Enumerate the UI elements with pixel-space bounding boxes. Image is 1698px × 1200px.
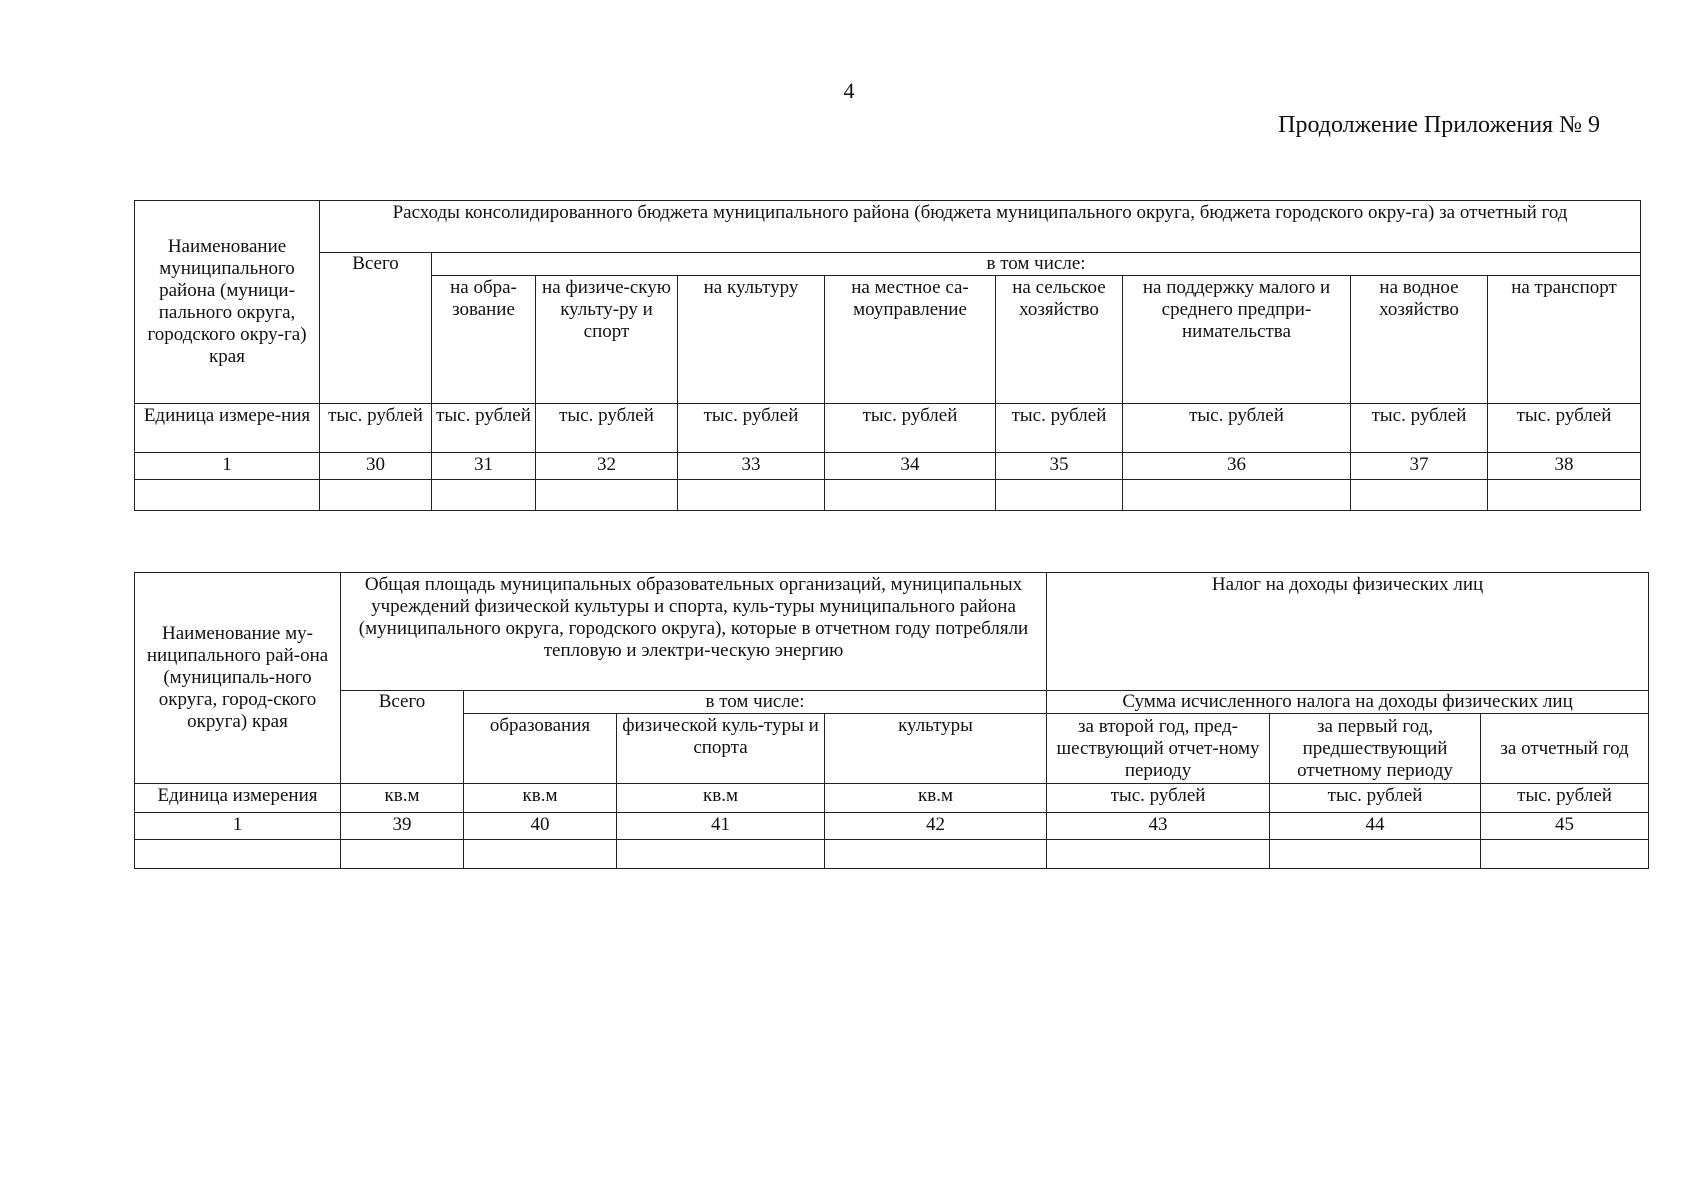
col-header-water: на водное хозяйство (1351, 276, 1488, 404)
column-number: 45 (1481, 813, 1649, 840)
col-header-education: на обра-зование (432, 276, 536, 404)
column-number: 37 (1351, 453, 1488, 480)
col-header-first-prior-year: за первый год, предшествующий отчетному периоду (1270, 714, 1481, 784)
area-group-header: Общая площадь муниципальных образовательных организаций, муниципальных учреждений физической культуры и спорта, куль-туры муниципального района (муниципального округа, городского округа), которые в отчетном году потребляли тепловую и электри-ческую энергию (341, 573, 1047, 691)
municipality-name-header: Наименование му-ниципального рай-она (муниципаль-ного округа, город-ского округа) края (135, 573, 341, 784)
unit-cell: кв.м (617, 784, 825, 813)
col-header-reporting-year: за отчетный год (1481, 714, 1649, 784)
municipality-name-header: Наименование муниципального района (муници-пального округа, городского окру-га) края (135, 201, 320, 404)
column-number: 32 (536, 453, 678, 480)
unit-cell: тыс. рублей (678, 404, 825, 453)
empty-cell (1047, 840, 1270, 869)
empty-cell (536, 480, 678, 511)
unit-label: Единица измере-ния (135, 404, 320, 453)
col-header-second-prior-year: за второй год, пред-шествующий отчет-ному периоду (1047, 714, 1270, 784)
unit-cell: тыс. рублей (536, 404, 678, 453)
expenses-group-header: Расходы консолидированного бюджета муниципального района (бюджета муниципального округа, бюджета городского окру-га) за отчетный год (320, 201, 1641, 253)
unit-cell: кв.м (825, 784, 1047, 813)
unit-cell: тыс. рублей (1351, 404, 1488, 453)
total-header: Всего (320, 253, 432, 404)
units-row (135, 784, 1649, 813)
empty-cell (825, 480, 996, 511)
unit-cell: кв.м (464, 784, 617, 813)
total-header: Всего (341, 691, 464, 784)
tax-sum-header: Сумма исчисленного налога на доходы физических лиц (1047, 691, 1649, 714)
empty-cell (1488, 480, 1641, 511)
col-header-small-business: на поддержку малого и среднего предпри-нимательства (1123, 276, 1351, 404)
column-number: 34 (825, 453, 996, 480)
empty-cell (617, 840, 825, 869)
column-number: 36 (1123, 453, 1351, 480)
tax-group-header: Налог на доходы физических лиц (1047, 573, 1649, 691)
empty-cell (135, 840, 341, 869)
column-numbers-row (135, 813, 1649, 840)
unit-label: Единица измерения (135, 784, 341, 813)
column-number: 39 (341, 813, 464, 840)
empty-cell (1481, 840, 1649, 869)
including-header: в том числе: (432, 253, 1641, 276)
col-header-agriculture: на сельское хозяйство (996, 276, 1123, 404)
empty-cell (1123, 480, 1351, 511)
expenses-table (134, 200, 1641, 511)
col-header-local-government: на местное са-моуправление (825, 276, 996, 404)
unit-cell: тыс. рублей (996, 404, 1123, 453)
column-number: 30 (320, 453, 432, 480)
col-header-education: образования (464, 714, 617, 784)
column-number: 43 (1047, 813, 1270, 840)
column-numbers-row (135, 453, 1641, 480)
unit-cell: тыс. рублей (320, 404, 432, 453)
empty-cell (1270, 840, 1481, 869)
empty-cell (825, 840, 1047, 869)
column-number: 41 (617, 813, 825, 840)
column-number: 35 (996, 453, 1123, 480)
column-number: 1 (135, 453, 320, 480)
column-number: 38 (1488, 453, 1641, 480)
unit-cell: тыс. рублей (1047, 784, 1270, 813)
unit-cell: кв.м (341, 784, 464, 813)
empty-cell (996, 480, 1123, 511)
units-row (135, 404, 1641, 453)
unit-cell: тыс. рублей (1481, 784, 1649, 813)
empty-cell (341, 840, 464, 869)
page-number: 4 (843, 78, 855, 103)
empty-cell (678, 480, 825, 511)
empty-data-row (135, 840, 1649, 869)
unit-cell: тыс. рублей (432, 404, 536, 453)
col-header-sport: на физиче-скую культу-ру и спорт (536, 276, 678, 404)
column-number: 1 (135, 813, 341, 840)
empty-data-row (135, 480, 1641, 511)
column-number: 44 (1270, 813, 1481, 840)
empty-cell (1351, 480, 1488, 511)
column-number: 42 (825, 813, 1047, 840)
including-header: в том числе: (464, 691, 1047, 714)
empty-cell (464, 840, 617, 869)
column-number: 31 (432, 453, 536, 480)
col-header-sport: физической куль-туры и спорта (617, 714, 825, 784)
column-number: 40 (464, 813, 617, 840)
appendix-title: Продолжение Приложения № 9 (1278, 112, 1600, 138)
col-header-culture: на культуру (678, 276, 825, 404)
unit-cell: тыс. рублей (1270, 784, 1481, 813)
unit-cell: тыс. рублей (1123, 404, 1351, 453)
area-and-tax-table (134, 572, 1649, 869)
unit-cell: тыс. рублей (825, 404, 996, 453)
column-number: 33 (678, 453, 825, 480)
empty-cell (320, 480, 432, 511)
col-header-transport: на транспорт (1488, 276, 1641, 404)
unit-cell: тыс. рублей (1488, 404, 1641, 453)
empty-cell (135, 480, 320, 511)
col-header-culture: культуры (825, 714, 1047, 784)
empty-cell (432, 480, 536, 511)
